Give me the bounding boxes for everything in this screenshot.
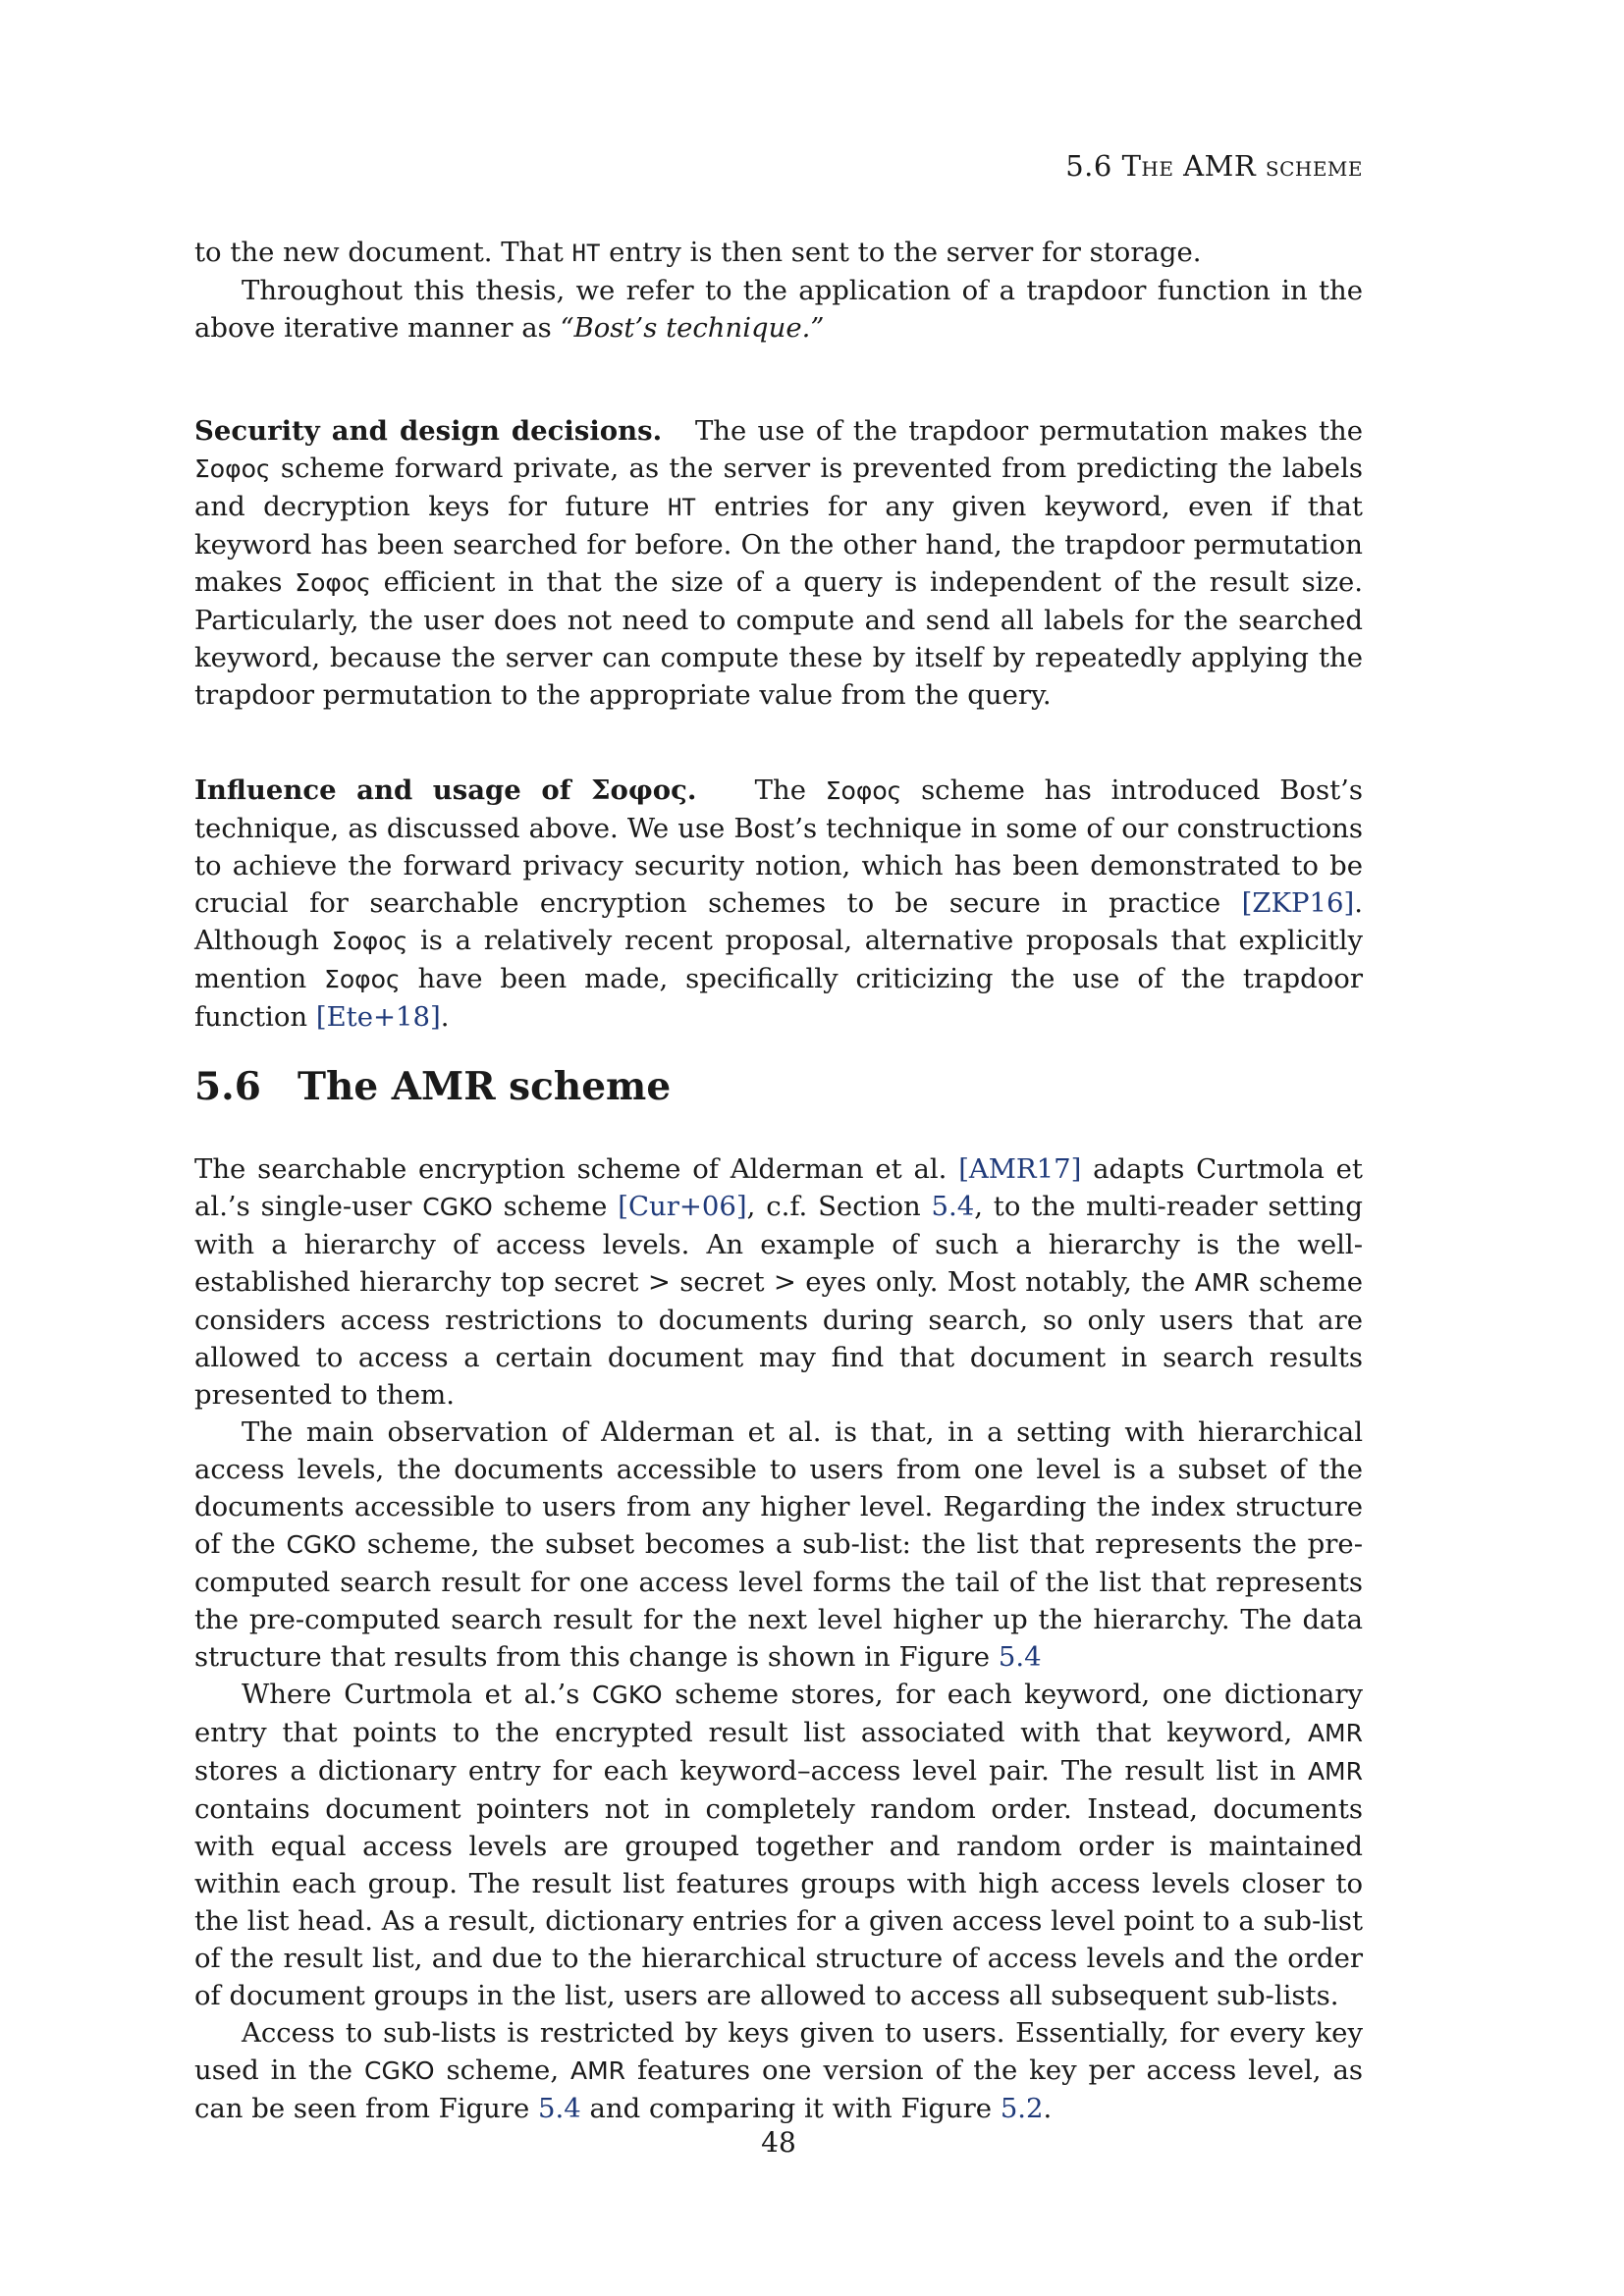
security-paragraph: Security and design decisions. The use of the trapdoor permutation makes the Σοφος scheme forward private, as the server is prevented from predicting the labels and decryption keys for future HT entries for any given keyword, even if that keyword has been searched for before. On the other hand, the trapdoor permutation makes Σοφος efficient in that the size of a query is independent of the result size. Particularly, the user does not need to compute and send all labels for the searched keyword, because the server can compute these by itself by repeatedly applying the trapdoor permutation to the appropriate value from the query. xyxy=(194,415,1363,711)
sophos-name: Σοφος xyxy=(295,568,371,597)
section-ref-link[interactable]: 5.4 xyxy=(931,1191,975,1222)
section-number: 5.6 xyxy=(194,1064,261,1109)
sophos-name: Σοφος xyxy=(324,965,401,993)
citation-link[interactable]: [Cur+06] xyxy=(618,1191,747,1222)
amr-paragraph-4: Access to sub-lists is restricted by keys given to users. Essentially, for every key used in the CGKO scheme, AMR features one version of the key per access level, as can be seen from Figure 5.4 and comparing it with Figure 5.2. xyxy=(194,2017,1363,2124)
intro-paragraph-2: Throughout this thesis, we refer to the application of a trapdoor function in the above iterative manner as “Bost’s technique.” xyxy=(194,275,1363,344)
amr-body xyxy=(194,1150,1363,2127)
sophos-name: Σοφος xyxy=(194,454,271,483)
section-heading xyxy=(194,1064,1363,1109)
intro-block xyxy=(194,234,1363,347)
influence-block xyxy=(194,772,1363,1036)
section-title: The AMR scheme xyxy=(298,1064,672,1109)
figure-ref-link[interactable]: 5.4 xyxy=(538,2093,581,2124)
code-ht: HT xyxy=(667,494,696,521)
security-block xyxy=(194,412,1363,714)
page-number: 48 xyxy=(761,2126,796,2159)
amr-paragraph-3: Where Curtmola et al.’s CGKO scheme stores, for each keyword, one dictionary entry that points to the encrypted result list associated with that keyword, AMR stores a dictionary entry for each keyword–access level pair. The result list in AMR contains document pointers not in completely random order. Instead, documents with equal access levels are grouped together and random order is maintained within each group. The result list features groups with high access levels closer to the list head. As a result, dictionary entries for a given access level point to a sub-list of the result list, and due to the hierarchical structure of access levels and the order of document groups in the list, users are allowed to access all subsequent sub-lists. xyxy=(194,1679,1363,2011)
sophos-name: Σοφος xyxy=(825,776,902,805)
figure-ref-link[interactable]: 5.4 xyxy=(998,1641,1042,1673)
cgko-name: CGKO xyxy=(286,1530,356,1559)
running-header xyxy=(1065,149,1363,183)
cgko-name: CGKO xyxy=(422,1193,493,1221)
intro-paragraph-1: to the new document. That HT entry is then sent to the server for storage. xyxy=(194,237,1202,268)
header-number: 5.6 xyxy=(1065,149,1112,183)
header-title: The AMR scheme xyxy=(1121,149,1363,183)
amr-name: AMR xyxy=(1194,1268,1250,1297)
bost-technique-quote: “Bost’s technique.” xyxy=(560,312,825,344)
figure-ref-link[interactable]: 5.2 xyxy=(1000,2093,1044,2124)
security-heading: Security and design decisions. xyxy=(194,415,663,447)
code-ht: HT xyxy=(571,240,601,267)
sophos-name: Σοφος xyxy=(331,927,408,955)
amr-paragraph-2: The main observation of Alderman et al. is that, in a setting with hierarchical access levels, the documents accessible to users from one level is a subset of the documents accessible to users from any higher level. Regarding the index structure of the CGKO scheme, the subset becomes a sub-list: the list that represents the pre-computed search result for one access level forms the tail of the list that represents the pre-computed search result for the next level higher up the hierarchy. The data structure that results from this change is shown in Figure 5.4 xyxy=(194,1416,1363,1673)
influence-heading: Influence and usage of Σοφος. xyxy=(194,774,697,806)
cgko-name: CGKO xyxy=(592,1681,663,1709)
amr-name: AMR xyxy=(1307,1719,1363,1747)
citation-link[interactable]: [AMR17] xyxy=(958,1153,1082,1185)
citation-link[interactable]: [ZKP16] xyxy=(1241,887,1355,919)
amr-paragraph-1: The searchable encryption scheme of Alderman et al. [AMR17] adapts Curtmola et al.’s single-user CGKO scheme [Cur+06], c.f. Section 5.4, to the multi-reader setting with a hierarchy of access levels. An example of such a hierarchy is the well-established hierarchy top secret > secret > eyes only. Most notably, the AMR scheme considers access restrictions to documents during search, so only users that are allowed to access a certain document may find that document in search results presented to them. xyxy=(194,1153,1364,1411)
amr-name: AMR xyxy=(1307,1757,1363,1786)
influence-paragraph: Influence and usage of Σοφος. The Σοφος scheme has introduced Bost’s technique, as discussed above. We use Bost’s technique in some of our constructions to achieve the forward privacy security notion, which has been demonstrated to be crucial for searchable encryption schemes to be secure in practice [ZKP16]. Although Σοφος is a relatively recent proposal, alternative proposals that explicitly mention Σοφος have been made, specifically criticizing the use of the trapdoor function [Ete+18]. xyxy=(194,774,1363,1033)
cgko-name: CGKO xyxy=(364,2056,435,2085)
citation-link[interactable]: [Ete+18] xyxy=(315,1001,441,1033)
amr-name: AMR xyxy=(570,2056,626,2085)
